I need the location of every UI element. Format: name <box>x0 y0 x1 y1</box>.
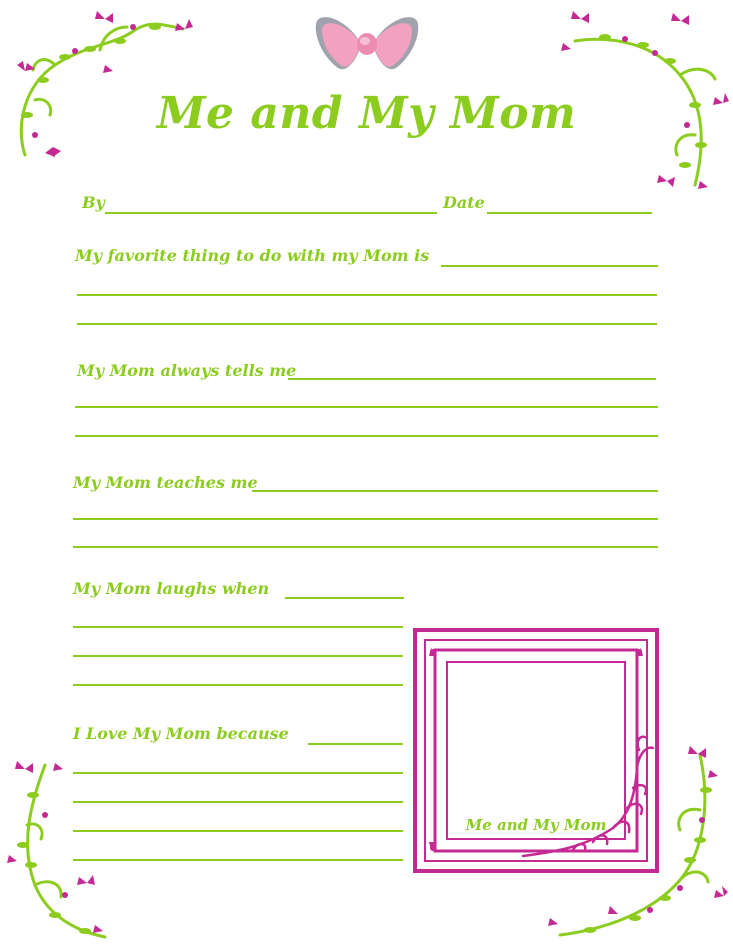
answer-line[interactable] <box>288 378 656 380</box>
answer-line[interactable] <box>73 546 658 548</box>
floral-vine-icon <box>5 5 195 165</box>
by-field[interactable] <box>105 212 437 214</box>
prompt-love-because: I Love My Mom because <box>73 724 289 743</box>
answer-line[interactable] <box>73 859 403 861</box>
answer-line[interactable] <box>77 294 657 296</box>
answer-line[interactable] <box>308 743 403 745</box>
prompt-always-tells: My Mom always tells me <box>77 361 297 380</box>
by-label: By <box>82 193 105 212</box>
answer-line[interactable] <box>73 626 403 628</box>
page-title: Me and My Mom <box>156 88 577 139</box>
answer-line[interactable] <box>73 772 403 774</box>
bow-icon <box>312 12 422 76</box>
frame-caption: Me and My Mom <box>465 816 607 834</box>
floral-vine-icon <box>5 755 115 945</box>
prompt-laughs: My Mom laughs when <box>73 579 270 598</box>
answer-line[interactable] <box>73 684 403 686</box>
answer-line[interactable] <box>75 435 658 437</box>
answer-line[interactable] <box>77 323 657 325</box>
answer-line[interactable] <box>73 655 403 657</box>
answer-line[interactable] <box>73 830 403 832</box>
answer-line[interactable] <box>285 597 404 599</box>
answer-line[interactable] <box>73 801 403 803</box>
answer-line[interactable] <box>73 518 658 520</box>
date-label: Date <box>443 193 485 212</box>
date-field[interactable] <box>487 212 652 214</box>
prompt-favorite-thing: My favorite thing to do with my Mom is <box>75 246 430 265</box>
answer-line[interactable] <box>441 265 658 267</box>
photo-frame-icon[interactable] <box>413 628 659 873</box>
answer-line[interactable] <box>75 406 658 408</box>
prompt-teaches: My Mom teaches me <box>73 473 258 492</box>
answer-line[interactable] <box>252 490 658 492</box>
